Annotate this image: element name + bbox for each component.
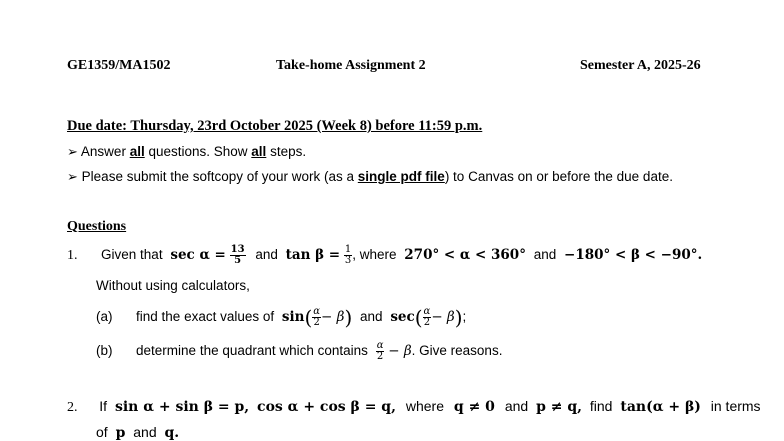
question-1-part-b [96, 336, 502, 366]
paren-right: ) [454, 305, 463, 330]
text: of [96, 424, 108, 440]
text: . Give reasons. [411, 343, 503, 358]
fraction: $\frac{\alpha}{2}$ [376, 339, 384, 362]
emphasis-text: single pdf file [357, 169, 445, 184]
text: find [589, 398, 613, 414]
paren-left: ( [304, 305, 313, 330]
text: Given that [101, 247, 163, 262]
text: and [255, 247, 278, 262]
instruction-text: steps. [266, 144, 307, 159]
paren-right: ) [344, 305, 353, 330]
bullet-arrow-icon: ➢ [67, 169, 78, 184]
math-equation-2: cos α + cos β = q, [257, 399, 396, 415]
instruction-text: Answer [80, 144, 130, 159]
math-condition-1: q ≠ 0 [453, 399, 495, 415]
question-number: 1. [67, 248, 78, 263]
instruction-item [67, 144, 306, 160]
math-minus-beta: − β [321, 309, 345, 325]
instruction-text: questions. Show [144, 144, 252, 159]
instruction-item [67, 169, 673, 185]
math-sin: sin [281, 309, 305, 325]
fraction: $\frac{13}{5}$ [230, 243, 245, 266]
math-range-beta: −180° < β < −90°. [564, 247, 703, 263]
text: , where [352, 247, 397, 262]
text: and [533, 247, 557, 262]
question-1-line-2: Without using calculators, [96, 278, 250, 293]
instruction-text: Please submit the softcopy of your work (as a [81, 169, 358, 184]
math-p: p [115, 425, 126, 441]
assignment-title: Take-home Assignment 2 [276, 58, 426, 73]
question-1-part-a [96, 302, 466, 332]
math-minus-beta: − β [388, 343, 412, 359]
math-target: tan(α + β) [620, 399, 701, 415]
text: and [504, 398, 529, 414]
text: in terms [710, 398, 761, 414]
instruction-text: ) to Canvas on or before the due date. [444, 169, 673, 184]
emphasis-text: all [251, 144, 267, 159]
math-minus-beta: − β [431, 309, 455, 325]
paren-left: ( [414, 305, 423, 330]
math-q: q. [164, 425, 180, 441]
semester-label: Semester A, 2025-26 [580, 58, 701, 73]
due-date: Due date: Thursday, 23rd October 2025 (Week 8) before 11:59 p.m. [67, 118, 483, 134]
part-label: (a) [96, 309, 113, 324]
part-label: (b) [96, 343, 113, 358]
math-range-alpha: 270° < α < 360° [404, 247, 526, 263]
math-tan-beta: tan β = [285, 247, 341, 263]
question-number: 2. [67, 400, 78, 415]
fraction: $\frac{\alpha}{2}$ [423, 305, 431, 328]
text: determine the quadrant which contains [136, 343, 368, 358]
math-sec: sec [390, 309, 415, 325]
text: and [133, 424, 157, 440]
math-equation-1: sin α + sin β = p, [114, 399, 250, 415]
fraction: $\frac{1}{3}$ [344, 243, 352, 266]
text: and [360, 309, 383, 324]
text: If [99, 398, 108, 414]
text: where [405, 398, 445, 414]
fraction: $\frac{\alpha}{2}$ [313, 305, 321, 328]
text: find the exact values of [136, 309, 275, 324]
course-code: GE1359/MA1502 [67, 58, 171, 73]
emphasis-text: all [129, 144, 145, 159]
math-sec-alpha: sec α = [170, 247, 226, 263]
questions-heading: Questions [67, 219, 127, 234]
question-1-line-1 [67, 240, 702, 270]
math-condition-2: p ≠ q, [536, 399, 582, 415]
bullet-arrow-icon: ➢ [67, 144, 78, 159]
text: ; [462, 309, 467, 324]
question-2-line-1 [67, 398, 761, 416]
question-2-line-2 [96, 424, 179, 441]
